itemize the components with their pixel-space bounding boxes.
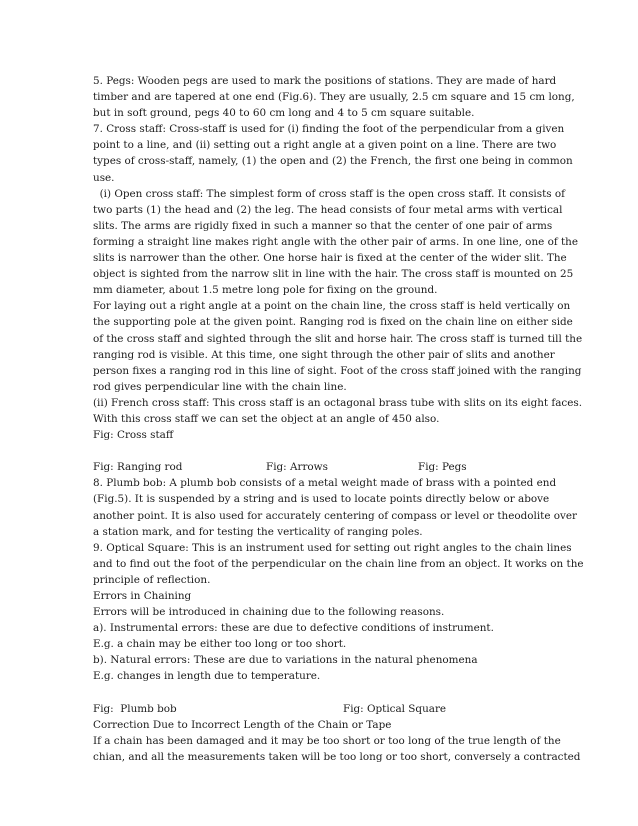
text-line: of the cross staff and sighted through the slit and horse hair. The cross staff is turned till the [93,332,583,345]
figure-caption-pegs: Fig: Pegs [418,461,467,474]
text-line: object is sighted from the narrow slit in line with the hair. The cross staff is mounted on 25 [93,268,574,281]
text-line: a station mark, and for testing the verticality of ranging poles. [93,525,423,538]
text-line: For laying out a right angle at a point on the chain line, the cross staff is held vertically on [93,300,571,313]
text-line: If a chain has been damaged and it may be too short or too long of the true length of the [93,734,561,747]
text-line: (ii) French cross staff: This cross staff is an octagonal brass tube with slits on its eight faces. [93,396,583,409]
figure-caption-plumb-bob: Fig: Plumb bob [93,702,177,715]
text-line: rod gives perpendicular line with the chain line. [93,380,347,393]
text-line: the supporting pole at the given point. Ranging rod is fixed on the chain line on either side [93,316,573,329]
blank-line [93,685,548,701]
text-line: and to find out the foot of the perpendicular on the chain line from an object. It works on the [93,557,584,570]
text-line: slits is narrower than the other. One horse hair is fixed at the center of the wider slit. The [93,252,567,265]
text-line: With this cross staff we can set the object at an angle of 450 also. [93,412,440,425]
text-line: two parts (1) the head and (2) the leg. The head consists of four metal arms with vertical [93,203,563,216]
text-line: but in soft ground, pegs 40 to 60 cm long and 4 to 5 cm square suitable. [93,107,475,120]
text-line: b). Natural errors: These are due to variations in the natural phenomena [93,654,478,667]
text-line: types of cross-staff, namely, (1) the open and (2) the French, the first one being in common [93,155,573,168]
text-line: 7. Cross staff: Cross-staff is used for (i) finding the foot of the perpendicular from a given [93,123,565,136]
figure-caption-row [93,459,548,475]
text-line: chian, and all the measurements taken will be too long or too short, conversely a contracted [93,750,581,763]
figure-caption: Fig: Cross staff [93,429,174,442]
document-body [93,73,584,765]
text-line: another point. It is also used for accurately centering of compass or level or theodolite over [93,509,578,522]
text-line: a). Instrumental errors: these are due to defective conditions of instrument. [93,622,494,635]
text-line: forming a straight line makes right angle with the other pair of arms. In one line, one of the [93,235,579,248]
figure-caption-optical-square: Fig: Optical Square [343,702,447,715]
text-line: 8. Plumb bob: A plumb bob consists of a metal weight made of brass with a pointed end [93,477,557,490]
text-line: ranging rod is visible. At this time, one sight through the other pair of slits and another [93,348,555,361]
text-line: person fixes a ranging rod in this line of sight. Foot of the cross staff joined with the ranging [93,364,582,377]
text-line: E.g. a chain may be either too long or too short. [93,638,347,651]
section-heading: Correction Due to Incorrect Length of the Chain or Tape [93,718,392,731]
text-line: mm diameter, about 1.5 metre long pole for fixing on the ground. [93,284,438,297]
figure-caption-row [93,701,548,717]
text-line: (i) Open cross staff: The simplest form of cross staff is the open cross staff. It consists of [93,187,566,200]
text-line: Errors will be introduced in chaining due to the following reasons. [93,606,445,619]
figure-caption-ranging-rod: Fig: Ranging rod [93,461,183,474]
figure-caption-arrows: Fig: Arrows [266,461,328,474]
text-line: point to a line, and (ii) setting out a right angle at a given point on a line. There are two [93,139,557,152]
text-line: 9. Optical Square: This is an instrument used for setting out right angles to the chain lines [93,541,572,554]
text-line: slits. The arms are rigidly fixed in such a manner so that the center of one pair of arms [93,219,553,232]
text-line: 5. Pegs: Wooden pegs are used to mark the positions of stations. They are made of hard [93,75,557,87]
text-line: principle of reflection. [93,573,211,586]
text-line: (Fig.5). It is suspended by a string and is used to locate points directly below or above [93,493,550,506]
text-line: use. [93,171,115,184]
blank-line [93,443,548,459]
section-heading: Errors in Chaining [93,590,192,602]
text-line: E.g. changes in length due to temperature. [93,670,321,683]
text-line: timber and are tapered at one end (Fig.6). They are usually, 2.5 cm square and 15 cm long, [93,91,575,104]
